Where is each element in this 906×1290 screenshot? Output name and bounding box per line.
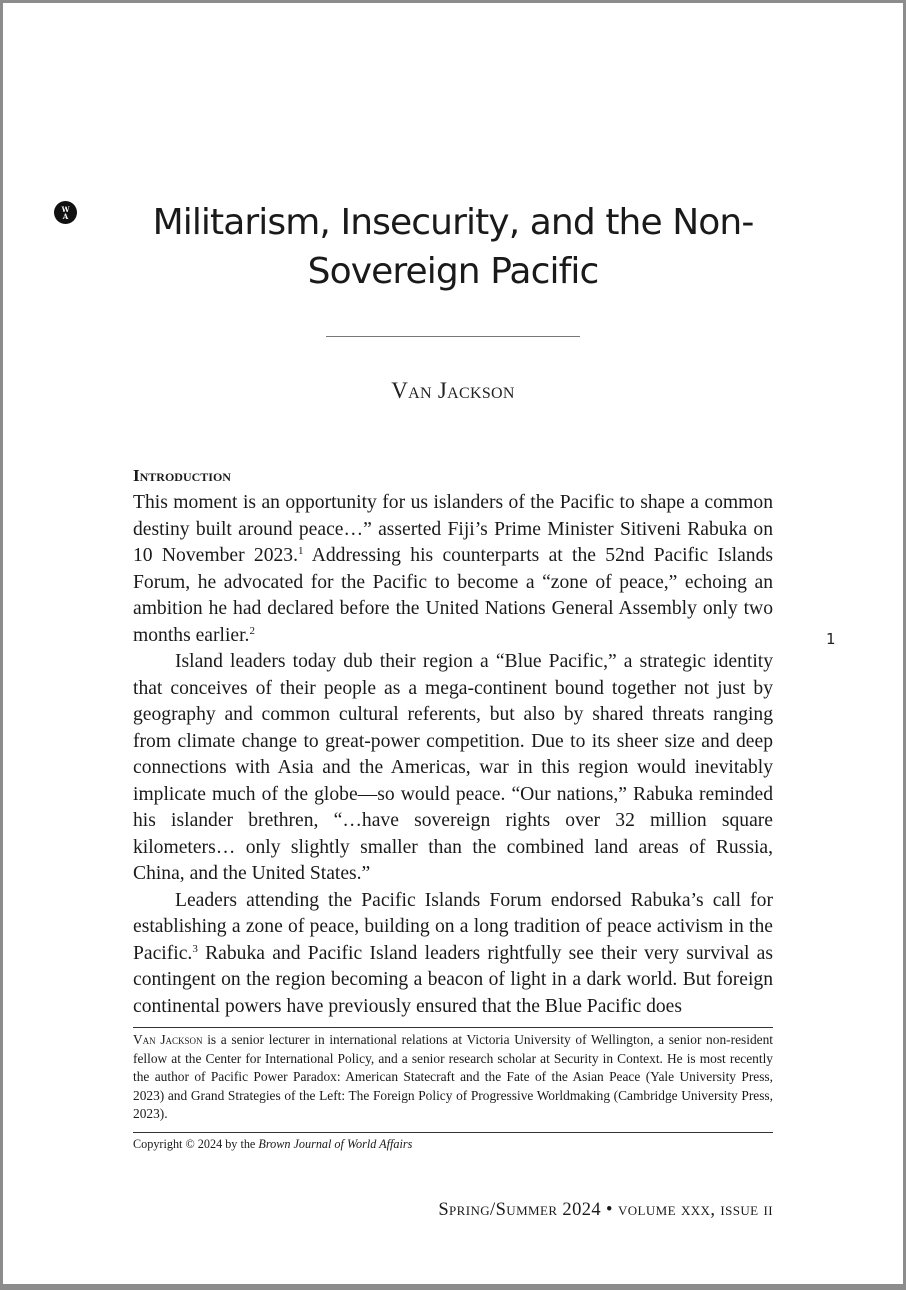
footnote-ref-2[interactable]: 2 — [249, 624, 255, 637]
logo-letter-a: A — [62, 211, 69, 221]
paragraph-1 — [133, 490, 773, 649]
title-divider — [326, 336, 580, 337]
article-body — [133, 490, 773, 1020]
paragraph-3-text-b: Rabuka and Pacific Island leaders rightfully see their very survival as contingent on the region becoming a beacon of light in a dark world. But foreign continental powers have previously ensured that the Blue Pacific does — [133, 942, 773, 1017]
paragraph-1-text-a: This moment is an opportunity for us islanders of the Pacific to shape a common destiny built around peace…” asserted Fiji’s Prime Minister Sitiveni Rabuka on 10 November 2023. — [133, 492, 773, 566]
paragraph-1-text-b: Addressing his counterparts at the 52nd Pacific Islands Forum, he advocated for the Pacific to become a “zone of peace,” echoing an ambition he had declared before the United Nations General Assembly only two months earlier. — [133, 545, 773, 646]
paragraph-3-text-a: Leaders attending the Pacific Islands Forum endorsed Rabuka’s call for establishing a zone of peace, building on a long tradition of peace activism in the Pacific. — [133, 889, 773, 964]
logo-letter-w: W — [61, 204, 70, 214]
copyright-notice — [133, 1137, 412, 1152]
article-title: Militarism, Insecurity, and the Non-Sovereign Pacific — [152, 202, 754, 292]
bio-text: is a senior lecturer in international relations at Victoria University of Wellington, a senior non-resident fellow at the Center for International Policy, and a senior research scholar at Security in Context. He is most recently the author of Pacific Power Paradox: American Statecraft and the Fate of the Asian Peace (Yale University Press, 2023) and Grand Strategies of the Left: The Foreign Policy of Progressive Worldmaking (Cambridge University Press, 2023). — [133, 1032, 773, 1122]
footnote-ref-3[interactable]: 3 — [192, 942, 198, 955]
author-name: Van Jackson — [391, 378, 515, 403]
section-heading: Introduction — [133, 466, 231, 485]
copyright-divider — [133, 1132, 773, 1133]
journal-logo-icon — [54, 201, 77, 224]
copyright-journal: Brown Journal of World Affairs — [258, 1137, 413, 1151]
copyright-prefix: Copyright © 2024 by the — [133, 1137, 259, 1151]
paragraph-2: Island leaders today dub their region a “Blue Pacific,” a strategic identity that conceives of their people as a mega-continent bound together not just by geography and common cultural referents, but also by shared threats ranging from climate change to great-power competition. Due to its sheer size and deep connections with Asia and the Americas, war in this region would inevitably implicate much of the globe—so would peace. “Our nations,” Rabuka reminded his islander brethren, “…have sovereign rights over 32 million square kilometers… only slightly smaller than the combined land areas of Russia, China, and the United States.” — [133, 651, 773, 884]
paragraph-3 — [133, 888, 773, 1021]
footnote-divider — [133, 1027, 773, 1028]
page-footer: Spring/Summer 2024 • volume xxx, issue ii — [438, 1200, 773, 1220]
author-bio — [133, 1031, 773, 1124]
margin-page-number: 1 — [826, 630, 836, 648]
footnote-ref-1[interactable]: 1 — [298, 545, 304, 557]
bio-author-name: Van Jackson — [133, 1032, 203, 1047]
